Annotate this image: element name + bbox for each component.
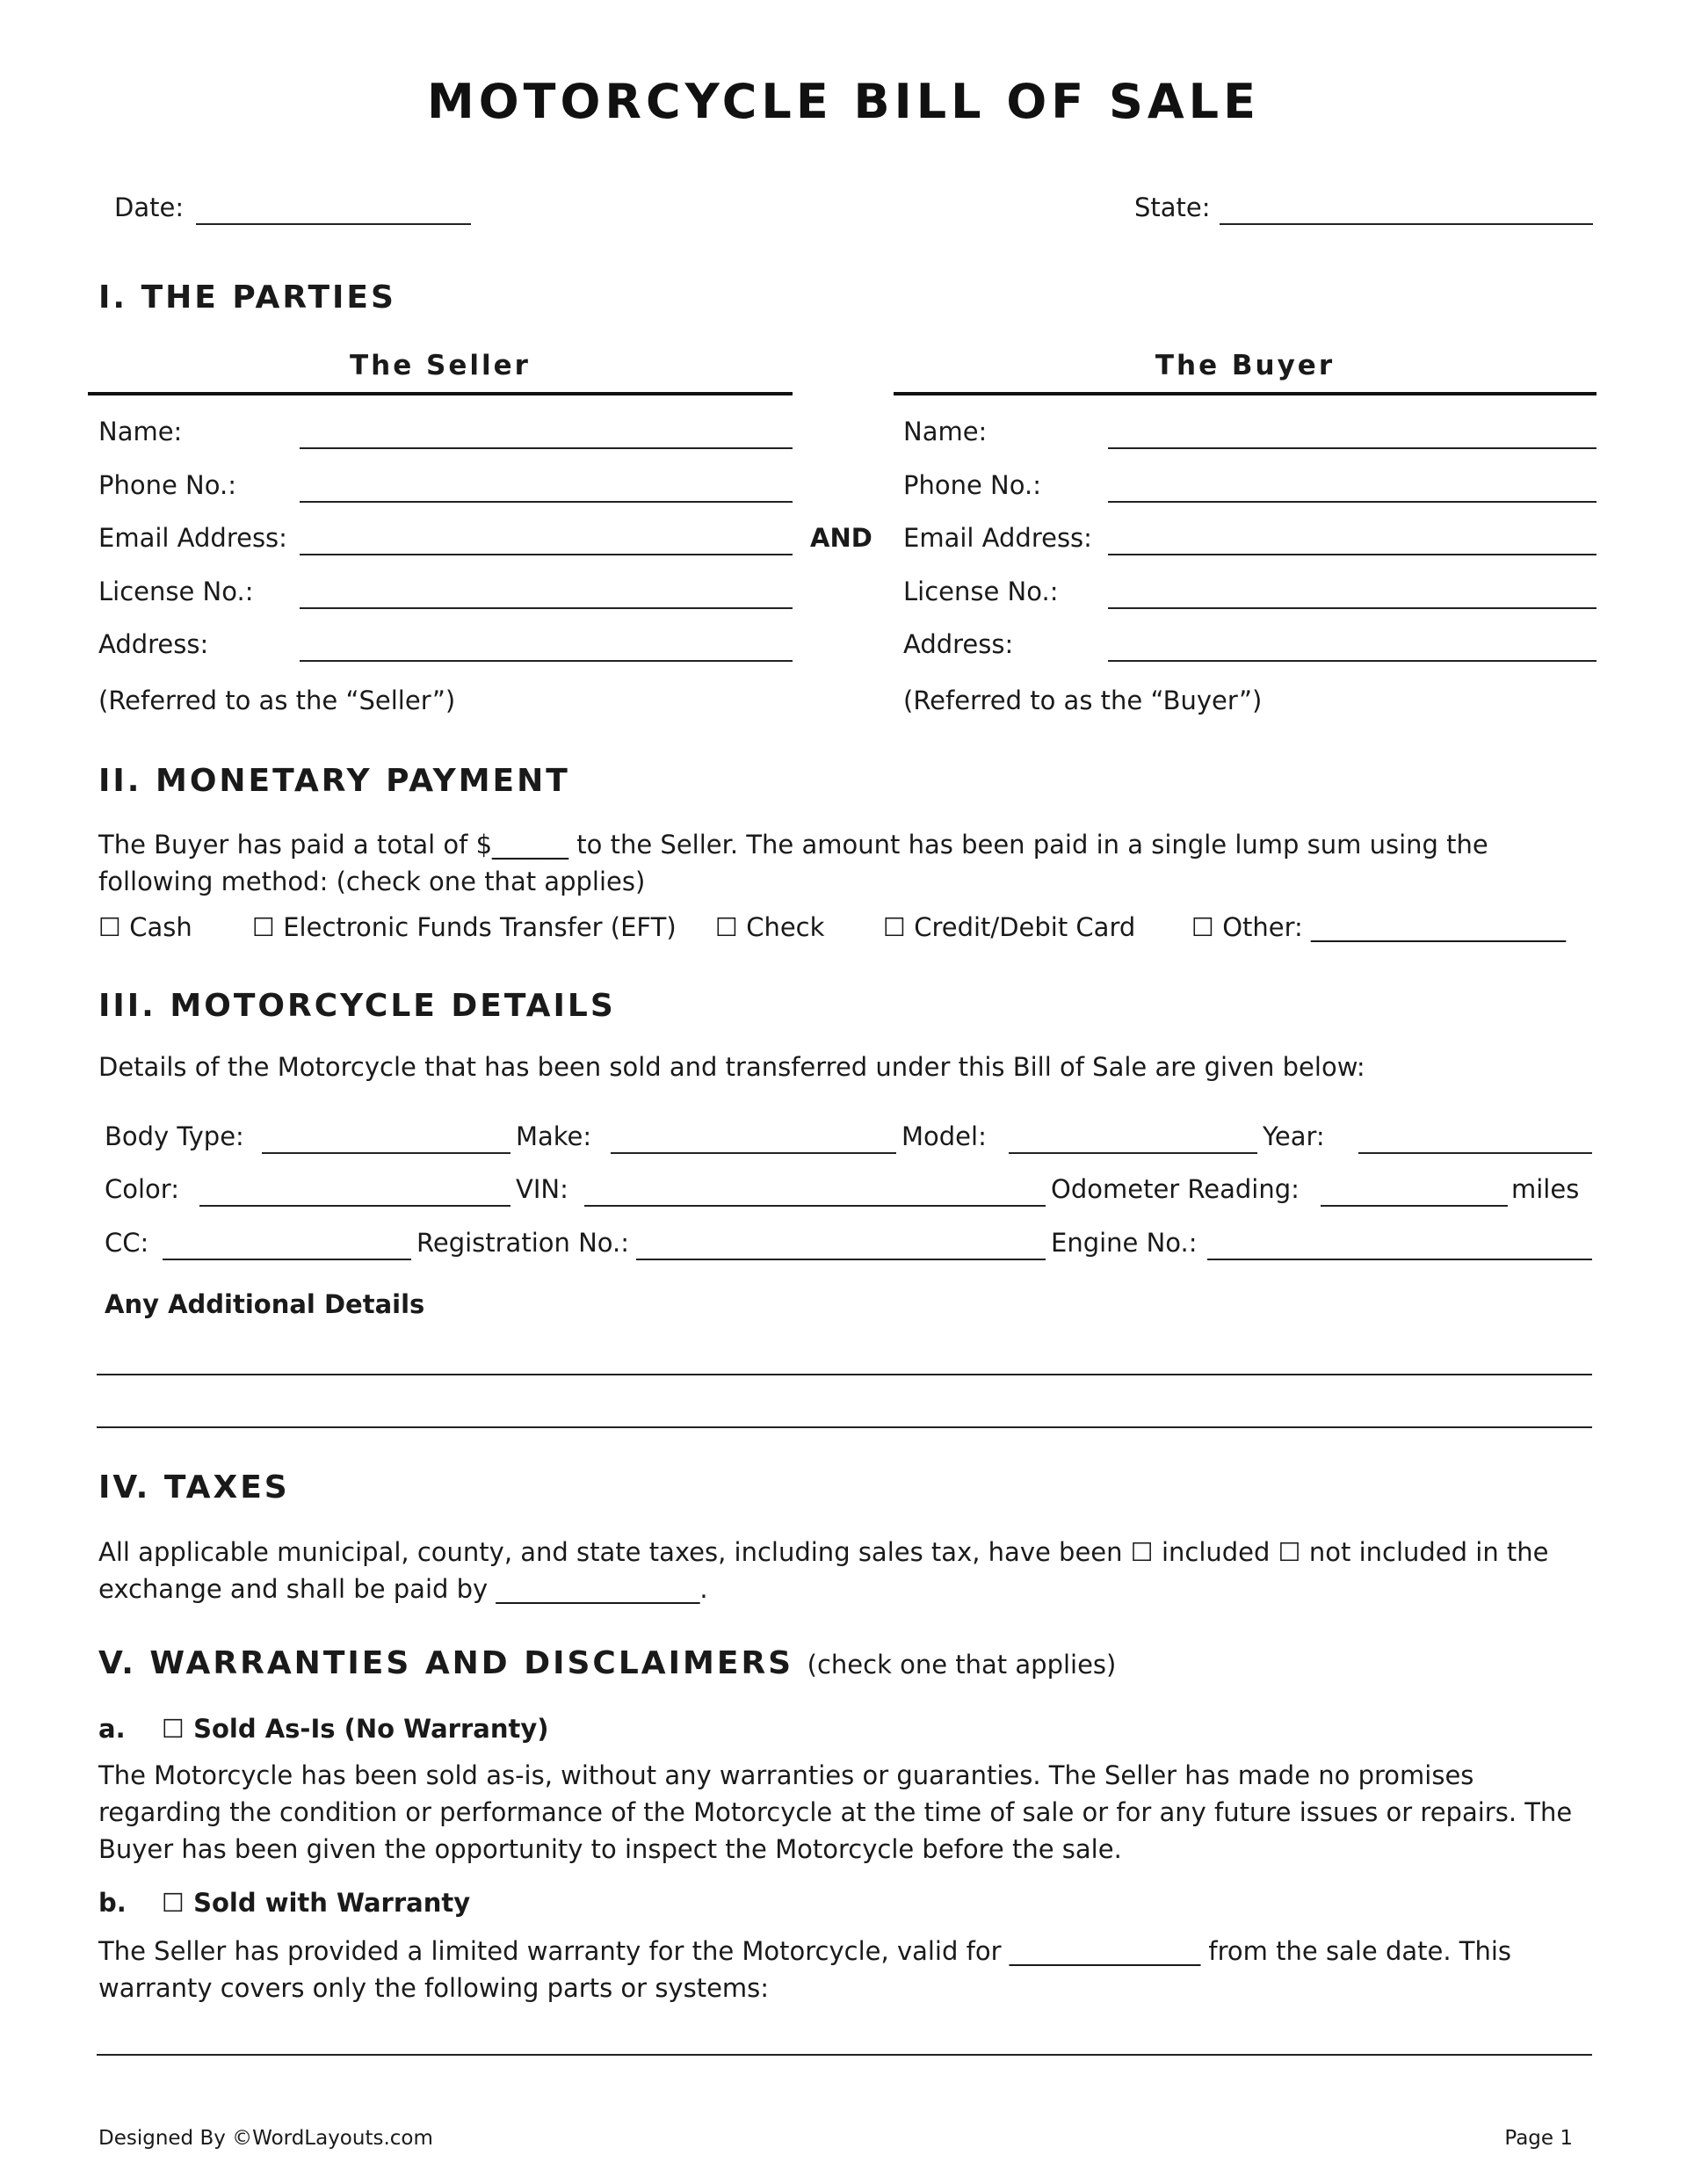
miles-label: miles xyxy=(1511,1174,1580,1204)
buyer-column-title: The Buyer xyxy=(1155,350,1336,381)
buyer-phone-field[interactable] xyxy=(1108,501,1596,503)
color-field[interactable] xyxy=(199,1205,510,1207)
warranty-parts-line[interactable] xyxy=(97,2054,1592,2056)
payment-heading: II. MONETARY PAYMENT xyxy=(98,763,570,799)
odometer-label: Odometer Reading: xyxy=(1051,1174,1300,1204)
color-label: Color: xyxy=(105,1174,179,1204)
seller-phone-field[interactable] xyxy=(300,501,793,503)
seller-address-field[interactable] xyxy=(300,660,793,662)
model-field[interactable] xyxy=(1009,1152,1257,1154)
registration-label: Registration No.: xyxy=(416,1228,630,1258)
body-type-field[interactable] xyxy=(262,1152,510,1154)
buyer-referred-text: (Referred to as the “Buyer”) xyxy=(903,686,1263,715)
buyer-address-label: Address: xyxy=(903,629,1014,659)
payment-option-other[interactable]: ☐ Other: ____________________ xyxy=(1191,912,1567,942)
details-intro: Details of the Motorcycle that has been sold and transferred under this Bill of Sale are given below: xyxy=(98,1052,1365,1082)
and-label: AND xyxy=(810,523,872,553)
seller-header-rule xyxy=(88,392,793,395)
document-title: MOTORCYCLE BILL OF SALE xyxy=(427,74,1260,129)
buyer-license-label: License No.: xyxy=(903,577,1059,606)
registration-field[interactable] xyxy=(636,1259,1046,1260)
page-number: Page 1 xyxy=(1504,2127,1573,2150)
make-label: Make: xyxy=(516,1121,592,1151)
date-label: Date: xyxy=(114,192,185,222)
warranties-heading-text: V. WARRANTIES AND DISCLAIMERS xyxy=(98,1645,794,1681)
seller-phone-label: Phone No.: xyxy=(98,470,236,500)
odometer-field[interactable] xyxy=(1321,1205,1508,1207)
seller-name-label: Name: xyxy=(98,417,183,446)
warranty-b-marker: b. xyxy=(98,1888,127,1918)
cc-field[interactable] xyxy=(163,1259,411,1260)
warranty-as-is-option[interactable]: ☐ Sold As-Is (No Warranty) xyxy=(162,1714,549,1744)
buyer-name-label: Name: xyxy=(903,417,988,446)
year-field[interactable] xyxy=(1358,1152,1592,1154)
buyer-phone-label: Phone No.: xyxy=(903,470,1041,500)
seller-email-label: Email Address: xyxy=(98,523,287,553)
payment-option-eft[interactable]: ☐ Electronic Funds Transfer (EFT) xyxy=(252,912,677,942)
taxes-heading: IV. TAXES xyxy=(98,1469,290,1506)
warranties-heading xyxy=(98,1645,1116,1681)
seller-license-label: License No.: xyxy=(98,577,254,606)
details-heading: III. MOTORCYCLE DETAILS xyxy=(98,988,616,1024)
buyer-email-label: Email Address: xyxy=(903,523,1092,553)
buyer-header-rule xyxy=(894,392,1596,395)
make-field[interactable] xyxy=(611,1152,896,1154)
footer-credit: Designed By ©WordLayouts.com xyxy=(98,2127,433,2150)
vin-label: VIN: xyxy=(516,1174,568,1204)
payment-option-cash[interactable]: ☐ Cash xyxy=(98,912,192,942)
payment-option-check[interactable]: ☐ Check xyxy=(715,912,825,942)
date-field[interactable] xyxy=(196,223,471,225)
buyer-email-field[interactable] xyxy=(1108,554,1596,555)
state-label: State: xyxy=(1134,192,1211,222)
cc-label: CC: xyxy=(105,1228,149,1258)
additional-details-label: Any Additional Details xyxy=(105,1289,425,1319)
seller-column-title: The Seller xyxy=(350,350,531,381)
vin-field[interactable] xyxy=(584,1205,1046,1207)
additional-details-line-2[interactable] xyxy=(97,1426,1592,1428)
body-type-label: Body Type: xyxy=(105,1121,244,1151)
warranty-with-text: The Seller has provided a limited warranty for the Motorcycle, valid for _______________ from the sale date. This warranty covers only the following parts or systems: xyxy=(98,1936,1512,2003)
year-label: Year: xyxy=(1263,1121,1325,1151)
additional-details-line-1[interactable] xyxy=(97,1374,1592,1375)
seller-address-label: Address: xyxy=(98,629,209,659)
seller-license-field[interactable] xyxy=(300,607,793,609)
parties-heading: I. THE PARTIES xyxy=(98,279,396,316)
taxes-text: All applicable municipal, county, and state taxes, including sales tax, have been ☐ included ☐ not included in the exchange and shall be paid by ________________. xyxy=(98,1537,1549,1604)
state-field[interactable] xyxy=(1220,223,1593,225)
model-label: Model: xyxy=(901,1121,987,1151)
warranty-a-marker: a. xyxy=(98,1714,126,1744)
warranty-as-is-text: The Motorcycle has been sold as-is, without any warranties or guaranties. The Seller has made no promises regarding the condition or performance of the Motorcycle at the time of sale or for any future issues or repairs. The Buyer has been given the opportunity to inspect the Motorcycle before the sale. xyxy=(98,1760,1573,1864)
warranties-note: (check one that applies) xyxy=(807,1650,1117,1680)
payment-text: The Buyer has paid a total of $______ to the Seller. The amount has been paid in a single lump sum using the following method: (check one that applies) xyxy=(98,830,1488,896)
buyer-license-field[interactable] xyxy=(1108,607,1596,609)
seller-email-field[interactable] xyxy=(300,554,793,555)
seller-referred-text: (Referred to as the “Seller”) xyxy=(98,686,456,715)
seller-name-field[interactable] xyxy=(300,447,793,449)
engine-field[interactable] xyxy=(1207,1259,1592,1260)
buyer-address-field[interactable] xyxy=(1108,660,1596,662)
engine-label: Engine No.: xyxy=(1051,1228,1198,1258)
warranty-with-option[interactable]: ☐ Sold with Warranty xyxy=(162,1888,471,1918)
payment-option-card[interactable]: ☐ Credit/Debit Card xyxy=(883,912,1136,942)
buyer-name-field[interactable] xyxy=(1108,447,1596,449)
